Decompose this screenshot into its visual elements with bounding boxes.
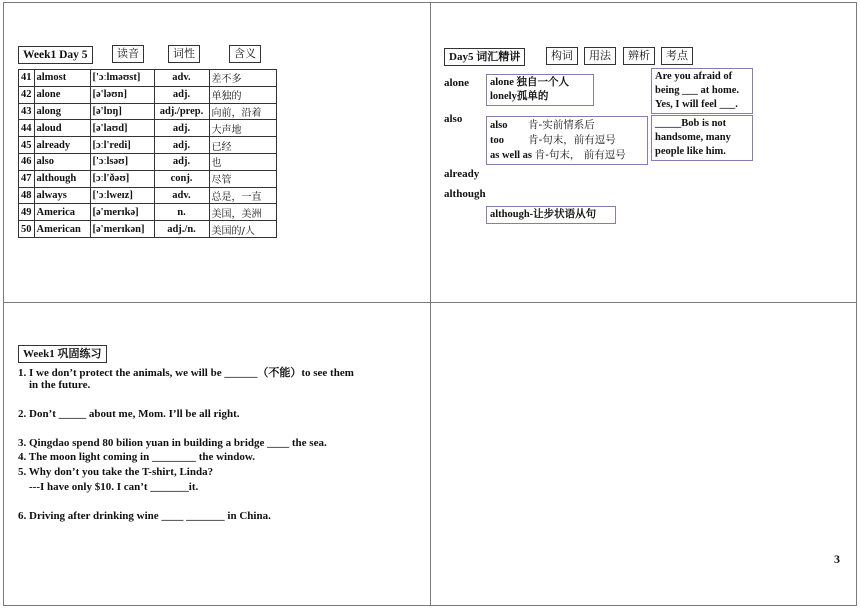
row-pos: adj. <box>154 120 209 137</box>
row-meaning: 差不多 <box>209 70 276 87</box>
row-phonetic: [ə'merɪkə] <box>90 204 154 221</box>
word-already: already <box>444 168 480 180</box>
row-meaning: 也 <box>209 153 276 170</box>
vocab-table <box>18 69 277 238</box>
also-note-text: 肯-实前情系后 <box>528 119 595 131</box>
alone-quiz-line: Are you afraid of <box>655 71 733 82</box>
vertical-divider <box>430 2 431 606</box>
table-row <box>19 137 277 154</box>
also-note-word: also <box>490 120 508 131</box>
row-number: 47 <box>19 170 35 187</box>
row-number: 48 <box>19 187 35 204</box>
also-note-box <box>486 116 648 165</box>
row-pos: adj./n. <box>154 221 209 238</box>
table-row <box>19 120 277 137</box>
row-pos: adv. <box>154 70 209 87</box>
row-number: 41 <box>19 70 35 87</box>
also-quiz-line: people like him. <box>655 146 726 157</box>
row-meaning: 美国的/人 <box>209 221 276 238</box>
alone-note-line: lonely孤单的 <box>490 91 549 102</box>
table-row <box>19 221 277 238</box>
row-word: always <box>34 187 90 204</box>
row-pos: adj. <box>154 137 209 154</box>
tab-pronunciation: 读音 <box>112 45 144 63</box>
row-number: 50 <box>19 221 35 238</box>
row-phonetic: [ɔːl'ðəʊ] <box>90 170 154 187</box>
row-word: aloud <box>34 120 90 137</box>
also-note-word: as well as <box>490 150 532 161</box>
tab-word-formation: 构词 <box>546 47 578 65</box>
row-phonetic: [ə'lɒŋ] <box>90 103 154 120</box>
tab-distinction: 辨析 <box>623 47 655 65</box>
row-meaning: 总是，一直 <box>209 187 276 204</box>
table-row <box>19 170 277 187</box>
q2-title <box>444 48 525 66</box>
page-number: 3 <box>834 552 840 566</box>
exercise-line: 5. Why don’t you take the T-shirt, Linda? <box>18 466 214 478</box>
row-meaning: 美国，美洲 <box>209 204 276 221</box>
exercise-line: 4. The moon light coming in ________ the window. <box>18 451 255 463</box>
row-word: although <box>34 170 90 187</box>
row-number: 49 <box>19 204 35 221</box>
row-phonetic: [ə'ləʊn] <box>90 86 154 103</box>
exercise-line: 3. Qingdao spend 80 bilion yuan in building a bridge ____ the sea. <box>18 437 327 449</box>
alone-note-line: alone 独自一个人 <box>490 77 570 88</box>
row-phonetic: [ɔːl'redi] <box>90 137 154 154</box>
row-pos: n. <box>154 204 209 221</box>
row-word: along <box>34 103 90 120</box>
also-note-line <box>490 133 644 148</box>
exercise-line: 2. Don’t _____ about me, Mom. I’ll be all right. <box>18 408 240 420</box>
row-pos: adv. <box>154 187 209 204</box>
table-row <box>19 103 277 120</box>
also-quiz-line: _____Bob is not <box>655 118 727 129</box>
alone-quiz-line: being ___ at home. <box>655 85 739 96</box>
row-pos: adj. <box>154 153 209 170</box>
q1-title: Week1 Day 5 <box>18 46 93 64</box>
also-note-line <box>490 118 644 133</box>
although-note-box: although-让步状语从句 <box>486 206 616 224</box>
row-number: 45 <box>19 137 35 154</box>
row-pos: conj. <box>154 170 209 187</box>
row-meaning: 单独的 <box>209 86 276 103</box>
also-quiz-line: handsome, many <box>655 132 731 143</box>
tab-meaning: 含义 <box>229 45 261 63</box>
q3-title: Week1 巩固练习 <box>18 345 107 363</box>
row-word: alone <box>34 86 90 103</box>
row-word: almost <box>34 70 90 87</box>
exercise-line: in the future. <box>29 379 91 391</box>
row-word: also <box>34 153 90 170</box>
row-meaning: 尽管 <box>209 170 276 187</box>
exercise-line: 6. Driving after drinking wine ____ _______ in China. <box>18 510 271 522</box>
row-pos: adj. <box>154 86 209 103</box>
row-meaning: 已经 <box>209 137 276 154</box>
also-note-word: too <box>490 135 504 146</box>
also-note-text: 肯-句末， 前有逗号 <box>534 149 626 161</box>
row-pos: adj./prep. <box>154 103 209 120</box>
row-phonetic: [ə'laʊd] <box>90 120 154 137</box>
row-number: 44 <box>19 120 35 137</box>
row-phonetic: ['ɔːlweɪz] <box>90 187 154 204</box>
alone-quiz-box <box>651 68 753 114</box>
tab-usage: 用法 <box>584 47 616 65</box>
alone-quiz-line: Yes, I will feel ___. <box>655 99 738 110</box>
table-row <box>19 187 277 204</box>
tab-test-points: 考点 <box>661 47 693 65</box>
q2-title-text: Day5 词汇精讲 <box>449 51 521 63</box>
word-also: also <box>444 113 463 125</box>
row-word: already <box>34 137 90 154</box>
exercise-line: 1. I we don’t protect the animals, we will be ______（不能）to see them <box>18 367 354 379</box>
row-number: 42 <box>19 86 35 103</box>
row-phonetic: ['ɔːlməʊst] <box>90 70 154 87</box>
row-meaning: 大声地 <box>209 120 276 137</box>
table-row <box>19 204 277 221</box>
table-row <box>19 153 277 170</box>
table-row <box>19 86 277 103</box>
word-although: although <box>444 188 486 200</box>
row-number: 46 <box>19 153 35 170</box>
row-word: American <box>34 221 90 238</box>
tab-part-of-speech: 词性 <box>168 45 200 63</box>
also-quiz-box <box>651 115 753 161</box>
row-meaning: 向前，沿着 <box>209 103 276 120</box>
also-note-line <box>490 148 644 163</box>
alone-note-box <box>486 74 594 106</box>
row-phonetic: [ə'merɪkən] <box>90 221 154 238</box>
horizontal-divider <box>3 302 857 303</box>
table-row <box>19 70 277 87</box>
row-word: America <box>34 204 90 221</box>
exercise-line: ---I have only $10. I can’t _______it. <box>29 481 199 493</box>
also-note-text: 肯-句末，前有逗号 <box>528 134 616 146</box>
word-alone: alone <box>444 77 470 89</box>
row-phonetic: ['ɔːlsəʊ] <box>90 153 154 170</box>
row-number: 43 <box>19 103 35 120</box>
